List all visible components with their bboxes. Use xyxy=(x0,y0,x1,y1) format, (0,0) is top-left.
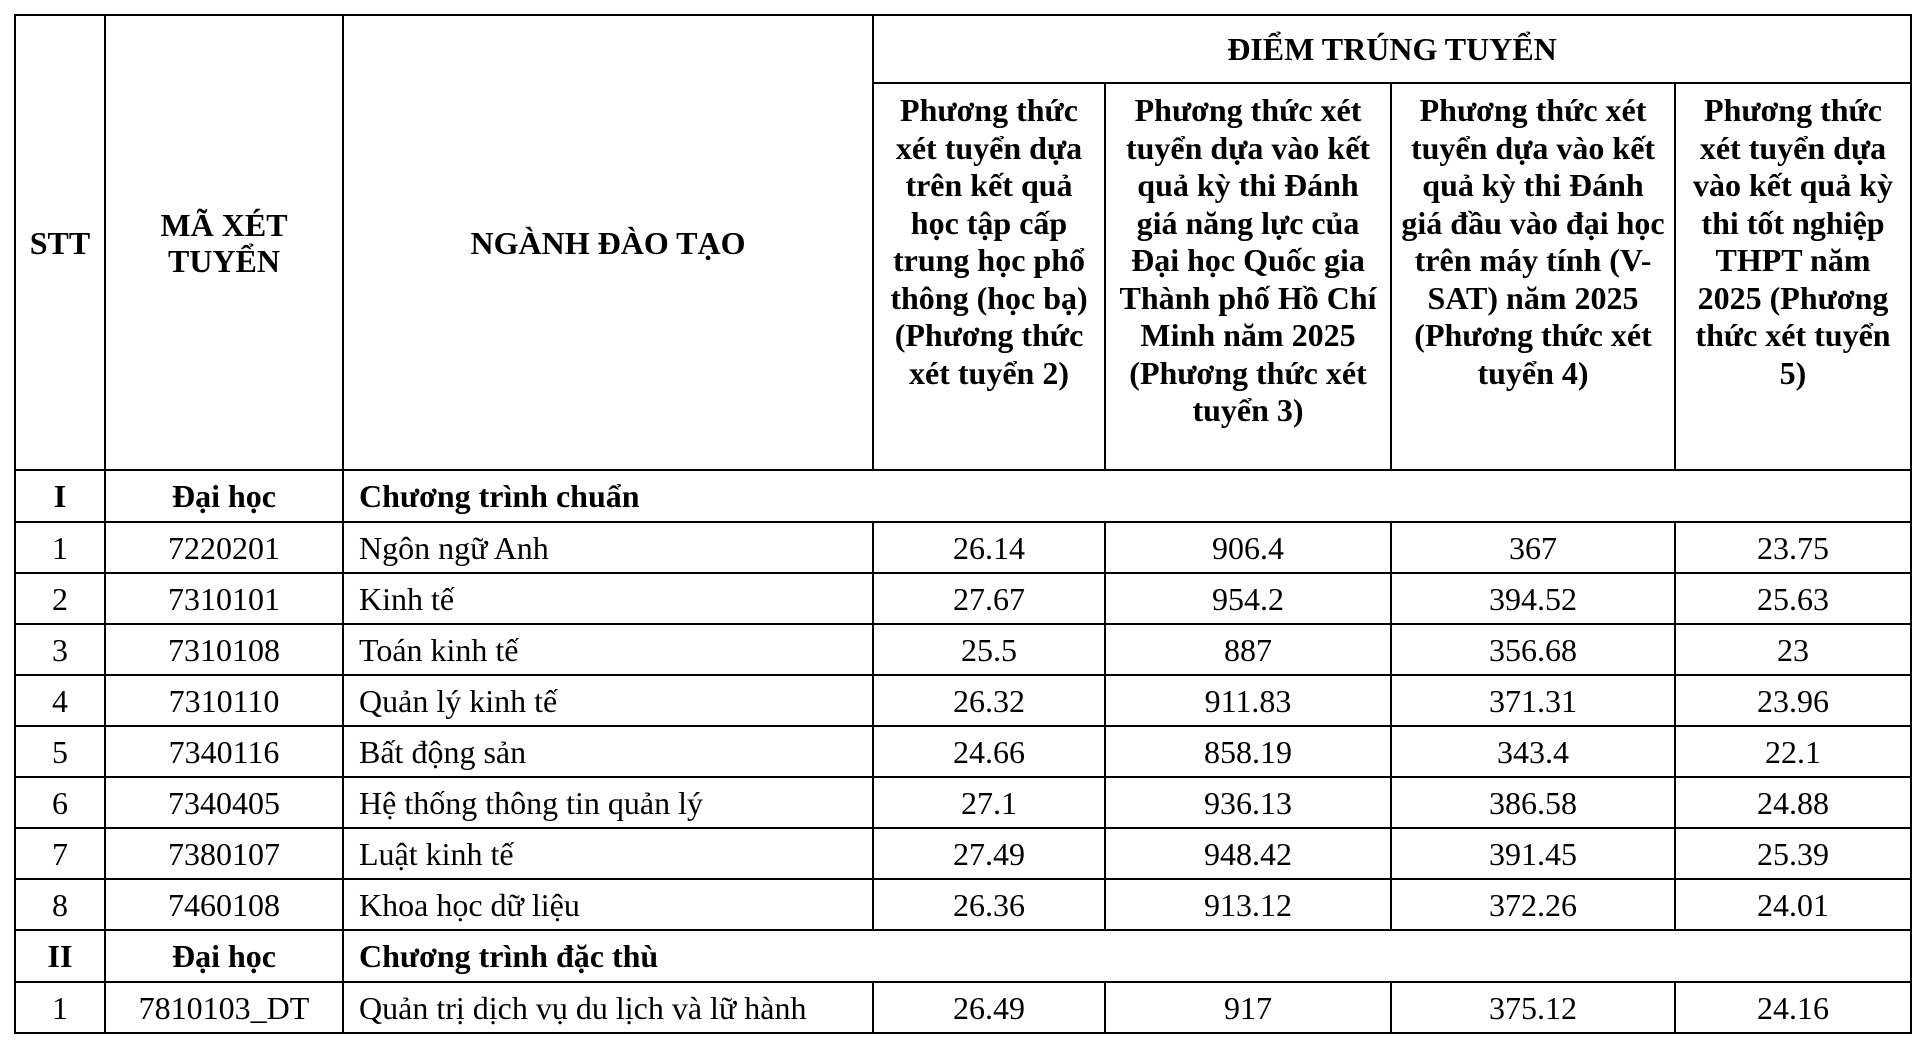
row-major: Khoa học dữ liệu xyxy=(343,879,873,930)
method-2-header: Phương thức xét tuyển dựa trên kết quả học tập cấp trung học phổ thông (học bạ) (Phương thức xét tuyển 2) xyxy=(873,83,1105,470)
row-major: Ngôn ngữ Anh xyxy=(343,522,873,573)
table-row xyxy=(15,624,1911,675)
group-program: Chương trình đặc thù xyxy=(343,930,1911,982)
row-score-method-3: 887 xyxy=(1105,624,1391,675)
row-score-method-3: 917 xyxy=(1105,982,1391,1033)
row-code: 7310101 xyxy=(105,573,343,624)
table-row xyxy=(15,828,1911,879)
row-stt: 7 xyxy=(15,828,105,879)
row-score-method-2: 27.49 xyxy=(873,828,1105,879)
row-score-method-3: 948.42 xyxy=(1105,828,1391,879)
table-row xyxy=(15,982,1911,1033)
row-score-method-4: 343.4 xyxy=(1391,726,1675,777)
row-score-method-5: 24.88 xyxy=(1675,777,1911,828)
row-score-method-3: 906.4 xyxy=(1105,522,1391,573)
stt-header: STT xyxy=(15,15,105,470)
row-score-method-5: 23 xyxy=(1675,624,1911,675)
row-code: 7460108 xyxy=(105,879,343,930)
row-score-method-4: 372.26 xyxy=(1391,879,1675,930)
row-score-method-2: 26.36 xyxy=(873,879,1105,930)
row-score-method-2: 27.67 xyxy=(873,573,1105,624)
row-code: 7310110 xyxy=(105,675,343,726)
table-row xyxy=(15,675,1911,726)
row-major: Kinh tế xyxy=(343,573,873,624)
row-major: Hệ thống thông tin quản lý xyxy=(343,777,873,828)
row-score-method-4: 386.58 xyxy=(1391,777,1675,828)
row-stt: 1 xyxy=(15,982,105,1033)
table-row xyxy=(15,726,1911,777)
row-score-method-5: 24.01 xyxy=(1675,879,1911,930)
row-score-method-5: 25.39 xyxy=(1675,828,1911,879)
row-code: 7810103_DT xyxy=(105,982,343,1033)
row-stt: 6 xyxy=(15,777,105,828)
row-code: 7310108 xyxy=(105,624,343,675)
row-major: Quản lý kinh tế xyxy=(343,675,873,726)
table-body xyxy=(15,470,1911,1033)
row-score-method-3: 954.2 xyxy=(1105,573,1391,624)
row-score-method-2: 26.32 xyxy=(873,675,1105,726)
row-score-method-4: 356.68 xyxy=(1391,624,1675,675)
row-score-method-2: 25.5 xyxy=(873,624,1105,675)
table-row xyxy=(15,777,1911,828)
row-stt: 4 xyxy=(15,675,105,726)
row-score-method-2: 26.14 xyxy=(873,522,1105,573)
row-score-method-2: 26.49 xyxy=(873,982,1105,1033)
row-score-method-3: 936.13 xyxy=(1105,777,1391,828)
row-score-method-4: 367 xyxy=(1391,522,1675,573)
row-score-method-5: 23.96 xyxy=(1675,675,1911,726)
row-major: Quản trị dịch vụ du lịch và lữ hành xyxy=(343,982,873,1033)
group-row-standard xyxy=(15,470,1911,522)
admission-score-header: ĐIỂM TRÚNG TUYỂN xyxy=(873,15,1911,83)
group-level: Đại học xyxy=(105,470,343,522)
row-code: 7340116 xyxy=(105,726,343,777)
major-header: NGÀNH ĐÀO TẠO xyxy=(343,15,873,470)
method-3-header: Phương thức xét tuyển dựa vào kết quả kỳ thi Đánh giá năng lực của Đại học Quốc gia Thành phố Hồ Chí Minh năm 2025 (Phương thức xét tuyển 3) xyxy=(1105,83,1391,470)
row-score-method-2: 27.1 xyxy=(873,777,1105,828)
row-score-method-5: 22.1 xyxy=(1675,726,1911,777)
row-score-method-3: 913.12 xyxy=(1105,879,1391,930)
row-major: Bất động sản xyxy=(343,726,873,777)
row-stt: 3 xyxy=(15,624,105,675)
row-score-method-4: 371.31 xyxy=(1391,675,1675,726)
admission-scores-document xyxy=(14,14,1912,1034)
method-5-header: Phương thức xét tuyển dựa vào kết quả kỳ thi tốt nghiệp THPT năm 2025 (Phương thức xét tuyển 5) xyxy=(1675,83,1911,470)
method-4-header: Phương thức xét tuyển dựa vào kết quả kỳ thi Đánh giá đầu vào đại học trên máy tính (V-SAT) năm 2025 (Phương thức xét tuyển 4) xyxy=(1391,83,1675,470)
table-row xyxy=(15,522,1911,573)
row-stt: 1 xyxy=(15,522,105,573)
admission-scores-table xyxy=(14,14,1912,1034)
table-header xyxy=(15,15,1911,470)
row-score-method-4: 394.52 xyxy=(1391,573,1675,624)
row-stt: 5 xyxy=(15,726,105,777)
row-score-method-5: 23.75 xyxy=(1675,522,1911,573)
group-program: Chương trình chuẩn xyxy=(343,470,1911,522)
admission-code-header: MÃ XÉT TUYỂN xyxy=(105,15,343,470)
header-row-top xyxy=(15,15,1911,83)
table-row xyxy=(15,879,1911,930)
row-code: 7380107 xyxy=(105,828,343,879)
row-major: Toán kinh tế xyxy=(343,624,873,675)
group-number: I xyxy=(15,470,105,522)
row-score-method-4: 375.12 xyxy=(1391,982,1675,1033)
group-level: Đại học xyxy=(105,930,343,982)
row-score-method-3: 858.19 xyxy=(1105,726,1391,777)
row-code: 7220201 xyxy=(105,522,343,573)
row-major: Luật kinh tế xyxy=(343,828,873,879)
table-row xyxy=(15,573,1911,624)
row-score-method-3: 911.83 xyxy=(1105,675,1391,726)
group-row-special xyxy=(15,930,1911,982)
row-code: 7340405 xyxy=(105,777,343,828)
row-score-method-4: 391.45 xyxy=(1391,828,1675,879)
row-score-method-5: 25.63 xyxy=(1675,573,1911,624)
row-stt: 2 xyxy=(15,573,105,624)
row-stt: 8 xyxy=(15,879,105,930)
row-score-method-2: 24.66 xyxy=(873,726,1105,777)
group-number: II xyxy=(15,930,105,982)
row-score-method-5: 24.16 xyxy=(1675,982,1911,1033)
